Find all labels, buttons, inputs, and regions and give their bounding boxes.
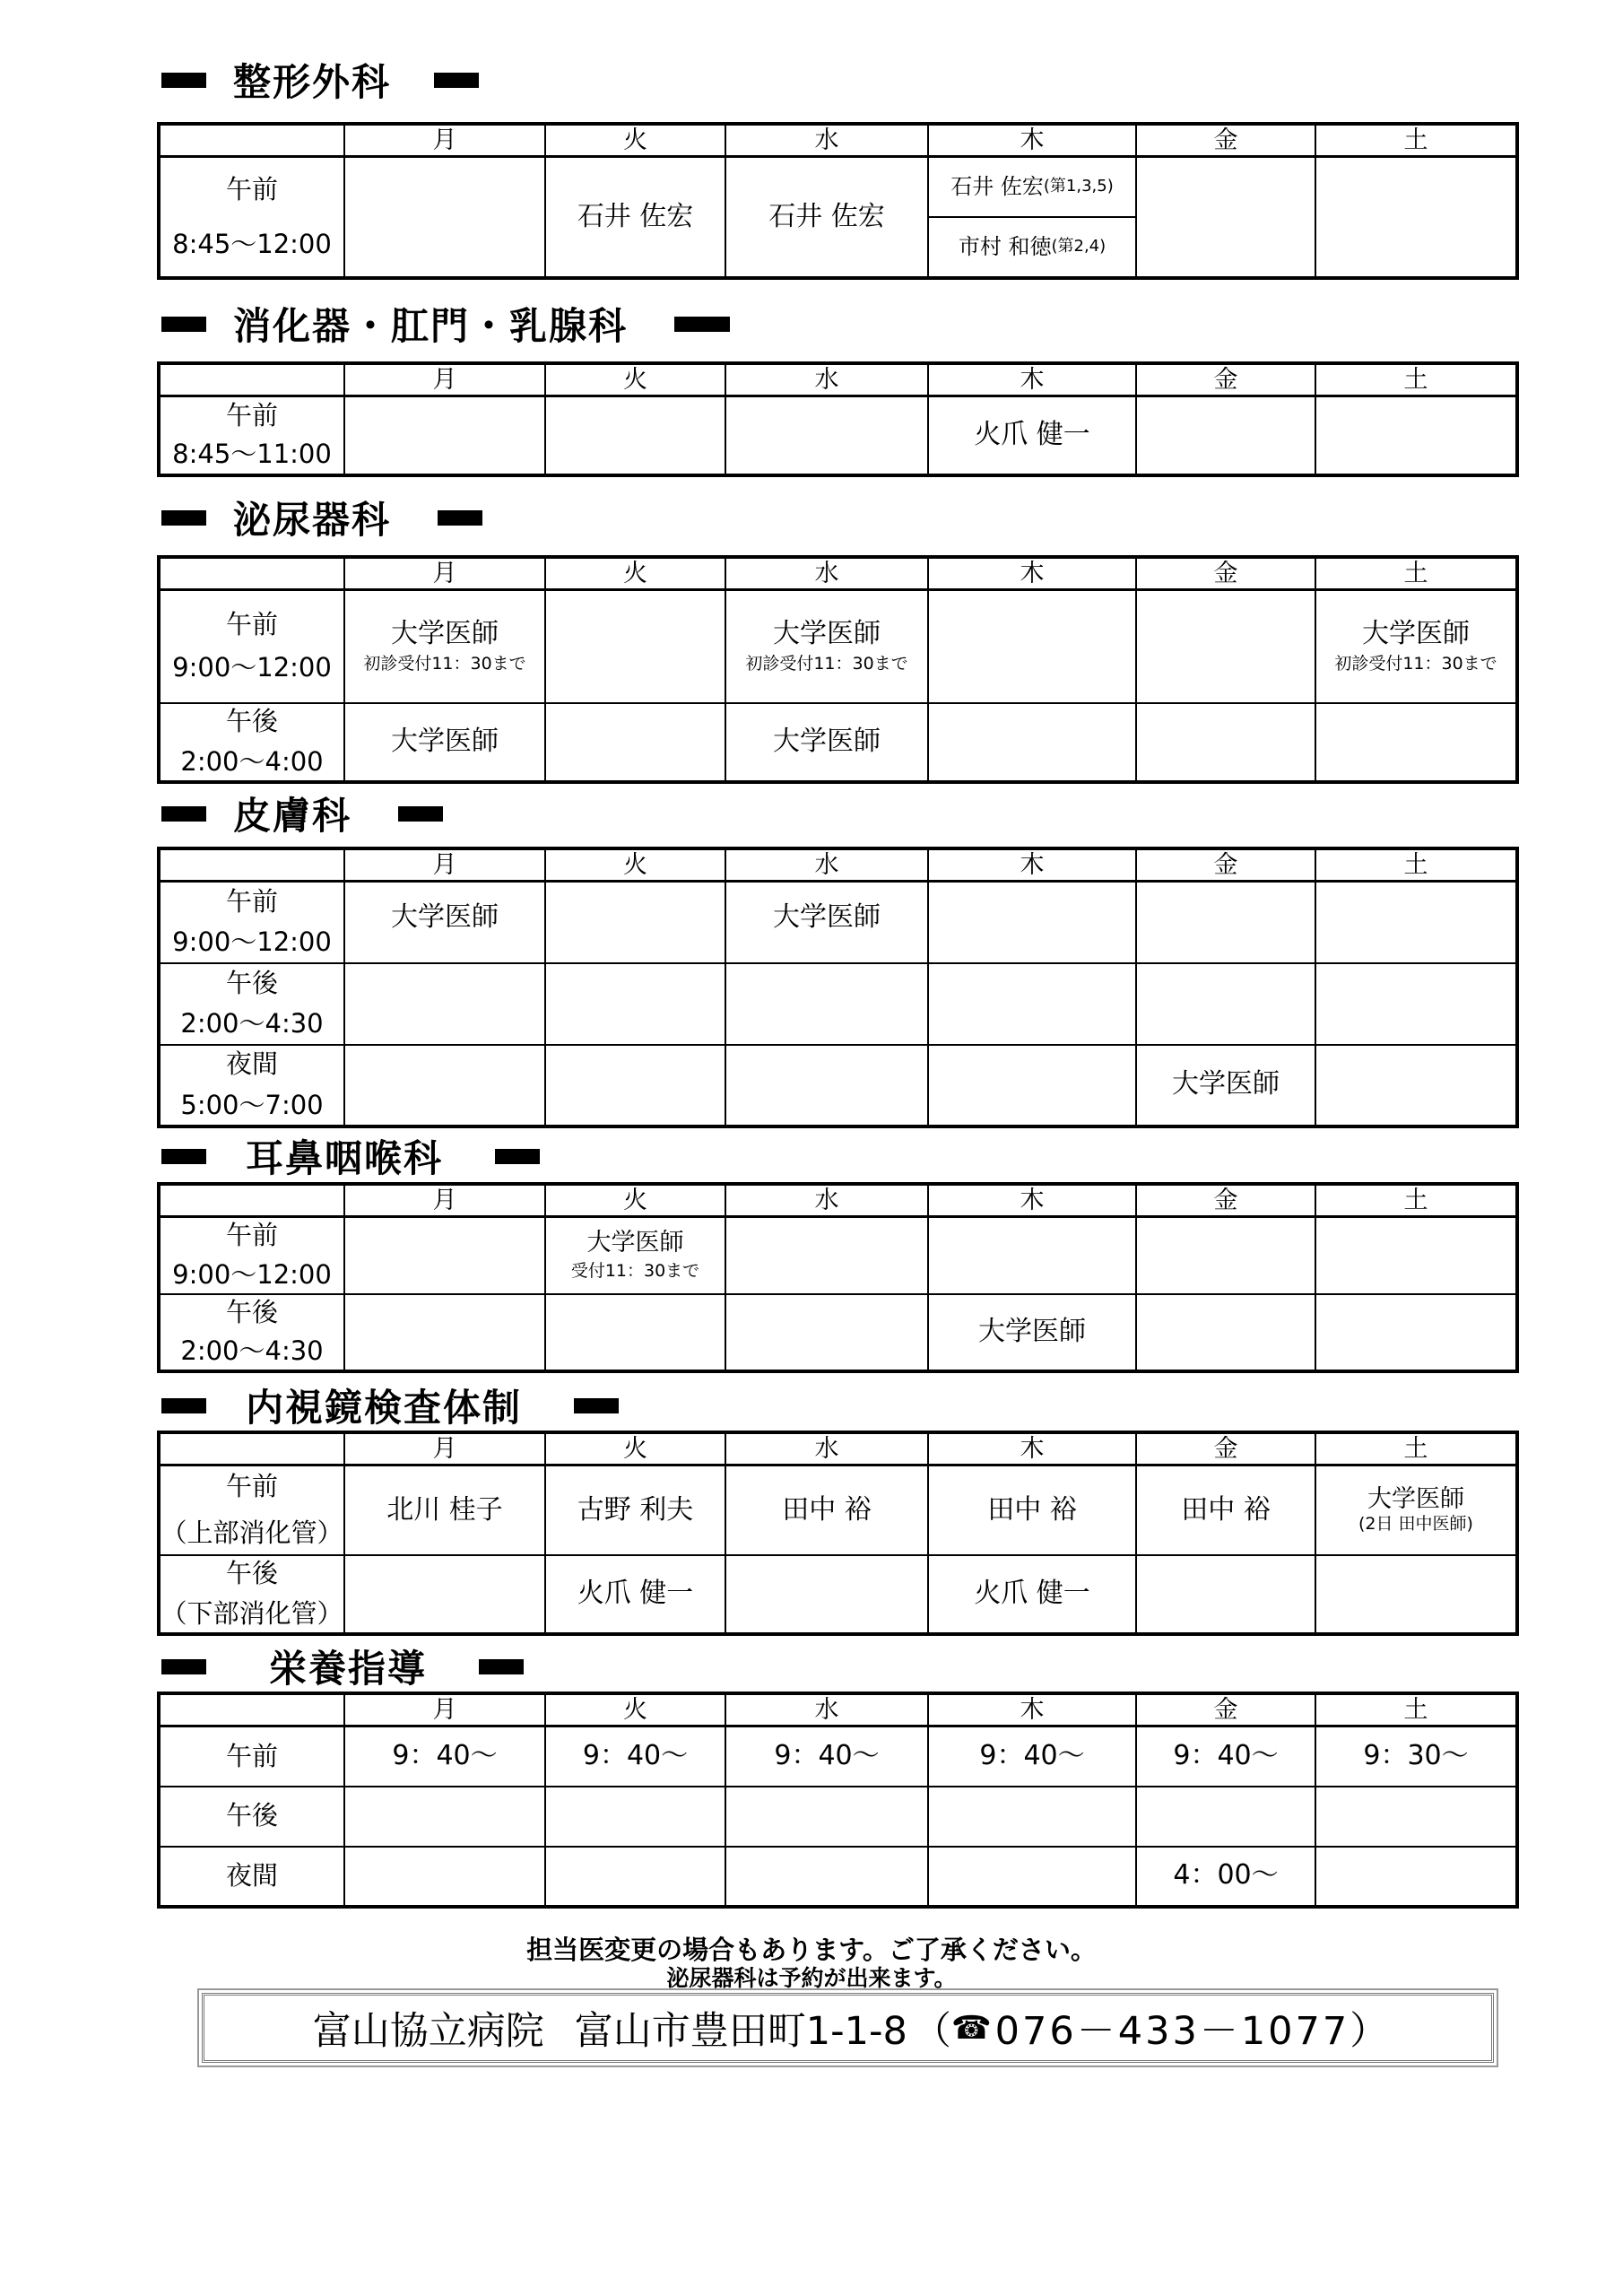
cell-wed: [725, 590, 928, 703]
cell-tue: [545, 1847, 725, 1907]
time-cell: [159, 882, 344, 963]
period-hours: 2:00～4:00: [180, 746, 324, 777]
cell-fri: [1136, 882, 1315, 963]
table-row: [159, 157, 1517, 279]
period-scope: （上部消化管）: [161, 1517, 343, 1548]
heading-bar-right: [398, 806, 443, 822]
reception-note: 初診受付11：30まで: [1334, 654, 1497, 674]
doctor-name: 火爪 健一: [577, 1577, 694, 1609]
cell-sat: [1315, 590, 1517, 703]
cell-wed: [725, 1045, 928, 1126]
table-row: [159, 396, 1517, 475]
cell-sat: [1315, 1045, 1517, 1126]
cell-mon: [344, 1787, 545, 1847]
appointment-time: 9：30～: [1363, 1740, 1469, 1771]
doctor-name: 大学医師: [978, 1315, 1086, 1347]
appointment-time: 9：40～: [1173, 1740, 1279, 1771]
cell-fri: [1136, 963, 1315, 1045]
heading-bar-right: [574, 1398, 619, 1413]
time-cell: [159, 1555, 344, 1634]
heading-bar-left: [161, 1659, 206, 1674]
cell-sat: [1315, 157, 1517, 279]
period-hours: 9:00～12:00: [172, 926, 332, 958]
schedule-table-gastro: [157, 361, 1519, 477]
period-hours: 8:45～11:00: [172, 439, 332, 470]
day-header-row: [159, 1432, 1517, 1465]
schedule-table-urology: [157, 555, 1519, 784]
day-wed: 水: [725, 1184, 928, 1217]
appointment-time: 4：00～: [1173, 1859, 1279, 1892]
period-label: 夜間: [225, 1048, 278, 1080]
cell-fri: [1136, 1787, 1315, 1847]
rotation-note: (第2,4): [1051, 237, 1107, 257]
cell-thu: [928, 1294, 1136, 1371]
cell-fri: [1136, 1726, 1315, 1787]
appointment-time: 9：40～: [392, 1740, 498, 1771]
phone-number: 076－433－1077: [994, 2008, 1350, 2054]
day-sat: 土: [1315, 363, 1517, 396]
heading-bar-right: [495, 1149, 540, 1164]
hospital-address-box: [202, 1993, 1494, 2063]
heading-bar-right: [674, 317, 730, 332]
cell-fri: [1136, 1555, 1315, 1634]
cell-wed: [725, 1217, 928, 1294]
day-thu: 木: [928, 124, 1136, 157]
doctor-name: 石井 佐宏: [768, 200, 885, 232]
table-row: [159, 1045, 1517, 1126]
table-row: [159, 963, 1517, 1045]
cell-mon: [344, 157, 545, 279]
table-row: [159, 1555, 1517, 1634]
doctor-name: 大学医師: [1367, 1485, 1464, 1514]
cell-sat: [1315, 703, 1517, 782]
cell-tue: [545, 1465, 725, 1555]
thu-rotation-a: [929, 158, 1135, 216]
doctor-name: 大学医師: [391, 617, 499, 649]
day-mon: 月: [344, 557, 545, 590]
cell-thu: [928, 1465, 1136, 1555]
reception-note: 初診受付11：30まで: [745, 654, 908, 674]
table-row: [159, 1465, 1517, 1555]
day-tue: 火: [545, 1184, 725, 1217]
cell-tue: [545, 1217, 725, 1294]
cell-wed: [725, 882, 928, 963]
day-sat: 土: [1315, 1184, 1517, 1217]
day-fri: 金: [1136, 1432, 1315, 1465]
time-cell: [159, 1465, 344, 1555]
cell-mon: [344, 882, 545, 963]
doctor-name: 火爪 健一: [974, 419, 1090, 450]
appointment-time: 9：40～: [979, 1740, 1085, 1771]
cell-wed: [725, 157, 928, 279]
cell-tue: [545, 157, 725, 279]
cell-fri: [1136, 1465, 1315, 1555]
day-tue: 火: [545, 363, 725, 396]
cell-fri: [1136, 1847, 1315, 1907]
cell-sat: [1315, 1217, 1517, 1294]
cell-thu: [928, 963, 1136, 1045]
heading-bar-left: [161, 73, 206, 88]
dept-header-ent: [161, 1128, 540, 1184]
day-fri: 金: [1136, 1184, 1315, 1217]
period-label: 午後: [225, 1296, 278, 1327]
schedule-table-endoscopy: [157, 1431, 1519, 1636]
schedule-table-dermatology: [157, 847, 1519, 1128]
day-mon: 月: [344, 848, 545, 882]
day-tue: 火: [545, 1693, 725, 1726]
doctor-name: 田中 裕: [1181, 1493, 1271, 1526]
cell-sat: [1315, 1726, 1517, 1787]
appointment-time: 9：40～: [582, 1740, 689, 1771]
corner-cell: [159, 848, 344, 882]
cell-mon: [344, 1465, 545, 1555]
cell-sat: [1315, 963, 1517, 1045]
corner-cell: [159, 124, 344, 157]
cell-fri: [1136, 1294, 1315, 1371]
cell-wed: [725, 1847, 928, 1907]
doctor-name: 北川 桂子: [386, 1493, 503, 1526]
period-label: 午前: [225, 609, 278, 640]
day-thu: 木: [928, 363, 1136, 396]
period-scope: （下部消化管）: [161, 1598, 343, 1629]
doctor-name: 古野 利夫: [577, 1493, 694, 1526]
day-fri: 金: [1136, 363, 1315, 396]
time-cell: [159, 1847, 344, 1907]
table-row: [159, 1847, 1517, 1907]
cell-wed: [725, 1555, 928, 1634]
period-label: 午後: [225, 967, 278, 998]
cell-sat: [1315, 1847, 1517, 1907]
doctor-name: 大学医師: [391, 725, 499, 757]
cell-tue: [545, 1787, 725, 1847]
schedule-table-nutrition: [157, 1692, 1519, 1909]
day-tue: 火: [545, 124, 725, 157]
cell-tue: [545, 1294, 725, 1371]
phone-icon: ☎: [950, 2009, 992, 2047]
doctor-name: 大学医師: [391, 901, 499, 933]
reception-note: 初診受付11：30まで: [363, 654, 526, 674]
day-thu: 木: [928, 557, 1136, 590]
cell-thu: [928, 1787, 1136, 1847]
cell-tue: [545, 963, 725, 1045]
cell-thu: [928, 1847, 1136, 1907]
cell-mon: [344, 1555, 545, 1634]
heading-bar-left: [161, 317, 206, 332]
table-row: [159, 882, 1517, 963]
table-row: [159, 1294, 1517, 1371]
schedule-table-ent: [157, 1182, 1519, 1373]
doctor-name: 市村 和徳: [958, 233, 1052, 259]
time-cell: [159, 1217, 344, 1294]
cell-mon: [344, 1726, 545, 1787]
cell-sat: [1315, 1787, 1517, 1847]
cell-thu: [928, 1045, 1136, 1126]
doctor-name: 田中 裕: [987, 1493, 1077, 1526]
doctor-name: 石井 佐宏: [950, 173, 1044, 199]
dept-header-urology: [161, 490, 482, 545]
cell-thu: [928, 157, 1136, 279]
period-label: 午後: [225, 705, 278, 736]
cell-wed: [725, 396, 928, 475]
heading-bar-left: [161, 806, 206, 822]
schedule-table-orthopedics: [157, 122, 1519, 280]
cell-fri: [1136, 396, 1315, 475]
time-cell: [159, 963, 344, 1045]
day-fri: 金: [1136, 848, 1315, 882]
cell-tue: [545, 882, 725, 963]
period-label: 午前: [225, 399, 278, 430]
cell-tue: [545, 1726, 725, 1787]
dept-header-nutrition: [161, 1639, 524, 1694]
day-header-row: [159, 124, 1517, 157]
period-label: 午後: [225, 1557, 278, 1588]
day-thu: 木: [928, 1693, 1136, 1726]
cell-mon: [344, 1045, 545, 1126]
cell-tue: [545, 396, 725, 475]
cell-sat: [1315, 1294, 1517, 1371]
cell-wed: [725, 1726, 928, 1787]
corner-cell: [159, 1693, 344, 1726]
cell-wed: [725, 1465, 928, 1555]
period-label: 午前: [225, 173, 278, 204]
doctor-name: 火爪 健一: [974, 1577, 1090, 1609]
cell-fri: [1136, 1217, 1315, 1294]
day-wed: 水: [725, 1432, 928, 1465]
cell-sat: [1315, 396, 1517, 475]
period-label: 午前: [225, 1740, 278, 1771]
time-cell: [159, 1294, 344, 1371]
day-fri: 金: [1136, 557, 1315, 590]
day-mon: 月: [344, 1432, 545, 1465]
day-mon: 月: [344, 1184, 545, 1217]
heading-bar-left: [161, 1398, 206, 1413]
day-tue: 火: [545, 557, 725, 590]
doctor-name: 石井 佐宏: [577, 200, 694, 232]
cell-wed: [725, 1787, 928, 1847]
cell-fri: [1136, 590, 1315, 703]
cell-fri: [1136, 703, 1315, 782]
cell-wed: [725, 1294, 928, 1371]
day-tue: 火: [545, 848, 725, 882]
day-thu: 木: [928, 1184, 1136, 1217]
heading-bar-left: [161, 1149, 206, 1164]
day-header-row: [159, 363, 1517, 396]
corner-cell: [159, 557, 344, 590]
doctor-name: 大学医師: [1362, 617, 1470, 649]
dept-header-gastro: [161, 296, 730, 352]
period-label: 午前: [225, 1220, 278, 1251]
day-thu: 木: [928, 848, 1136, 882]
dept-title: 消化器・肛門・乳腺科: [233, 304, 629, 348]
time-cell: [159, 157, 344, 279]
dept-title: 栄養指導: [269, 1647, 428, 1691]
doctor-name: 田中 裕: [782, 1493, 872, 1526]
day-wed: 水: [725, 1693, 928, 1726]
day-header-row: [159, 557, 1517, 590]
dept-title: 整形外科: [233, 60, 392, 104]
period-label: 午後: [225, 1800, 278, 1831]
day-thu: 木: [928, 1432, 1136, 1465]
cell-tue: [545, 590, 725, 703]
hospital-name: 富山協立病院: [312, 2008, 544, 2054]
dept-header-endoscopy: [161, 1378, 619, 1433]
cell-mon: [344, 1294, 545, 1371]
reception-note: 受付11：30まで: [570, 1261, 700, 1282]
cell-thu: [928, 1555, 1136, 1634]
day-tue: 火: [545, 1432, 725, 1465]
cell-thu: [928, 703, 1136, 782]
corner-cell: [159, 1432, 344, 1465]
time-cell: [159, 703, 344, 782]
rotation-note: (第1,3,5): [1043, 177, 1114, 196]
table-row: [159, 703, 1517, 782]
thu-rotation-b: [929, 216, 1135, 276]
cell-wed: [725, 963, 928, 1045]
period-hours: 9:00～12:00: [172, 1258, 332, 1290]
cell-mon: [344, 1847, 545, 1907]
date-note: (2日 田中医師): [1358, 1514, 1473, 1535]
cell-mon: [344, 1217, 545, 1294]
appointment-time: 9：40～: [774, 1740, 880, 1771]
dept-header-orthopedics: [161, 52, 479, 108]
cell-sat: [1315, 1555, 1517, 1634]
heading-bar-right: [438, 510, 482, 526]
dept-title: 皮膚科: [233, 794, 352, 838]
day-sat: 土: [1315, 1693, 1517, 1726]
day-wed: 水: [725, 124, 928, 157]
cell-sat: [1315, 882, 1517, 963]
dept-title: 内視鏡検査体制: [246, 1386, 523, 1430]
thu-split: [929, 158, 1135, 276]
cell-fri: [1136, 157, 1315, 279]
period-hours: 2:00～4:30: [180, 1008, 324, 1039]
note-doctor-change: 担当医変更の場合もあります。ご了承ください。: [526, 1935, 1097, 1965]
period-label: 夜間: [225, 1859, 278, 1891]
heading-bar-right: [434, 73, 479, 88]
doctor-name: 大学医師: [1172, 1068, 1280, 1100]
cell-wed: [725, 703, 928, 782]
doctor-name: 大学医師: [773, 725, 881, 757]
day-mon: 月: [344, 363, 545, 396]
time-cell: [159, 590, 344, 703]
phone-paren-open: （: [912, 2008, 951, 2054]
cell-thu: [928, 882, 1136, 963]
dept-title: 耳鼻咽喉科: [246, 1136, 444, 1180]
note-urology-reservation: 泌尿器科は予約が出来ます。: [666, 1965, 957, 1991]
time-cell: [159, 396, 344, 475]
hospital-address: 富山市豊田町1-1-8: [574, 2008, 907, 2054]
day-header-row: [159, 848, 1517, 882]
heading-bar-right: [479, 1659, 524, 1674]
cell-thu: [928, 1217, 1136, 1294]
corner-cell: [159, 363, 344, 396]
heading-bar-left: [161, 510, 206, 526]
cell-mon: [344, 703, 545, 782]
table-row: [159, 1217, 1517, 1294]
period-hours: 8:45～12:00: [172, 229, 332, 259]
doctor-name: 大学医師: [586, 1229, 684, 1257]
cell-tue: [545, 1555, 725, 1634]
day-header-row: [159, 1184, 1517, 1217]
table-row: [159, 590, 1517, 703]
table-row: [159, 1726, 1517, 1787]
day-wed: 水: [725, 557, 928, 590]
day-sat: 土: [1315, 124, 1517, 157]
doctor-name: 大学医師: [773, 901, 881, 933]
cell-mon: [344, 590, 545, 703]
day-sat: 土: [1315, 1432, 1517, 1465]
day-sat: 土: [1315, 557, 1517, 590]
period-hours: 5:00～7:00: [180, 1089, 324, 1120]
day-fri: 金: [1136, 124, 1315, 157]
table-row: [159, 1787, 1517, 1847]
cell-thu: [928, 590, 1136, 703]
day-fri: 金: [1136, 1693, 1315, 1726]
day-wed: 水: [725, 363, 928, 396]
corner-cell: [159, 1184, 344, 1217]
cell-sat: [1315, 1465, 1517, 1555]
time-cell: [159, 1045, 344, 1126]
cell-tue: [545, 703, 725, 782]
cell-tue: [545, 1045, 725, 1126]
day-sat: 土: [1315, 848, 1517, 882]
phone-paren-close: ）: [1350, 2008, 1389, 2054]
dept-header-dermatology: [161, 786, 443, 841]
period-label: 午前: [225, 885, 278, 917]
day-mon: 月: [344, 1693, 545, 1726]
cell-thu: [928, 396, 1136, 475]
period-hours: 9:00～12:00: [172, 651, 332, 683]
cell-thu: [928, 1726, 1136, 1787]
day-wed: 水: [725, 848, 928, 882]
day-mon: 月: [344, 124, 545, 157]
period-hours: 2:00～4:30: [180, 1335, 324, 1366]
dept-title: 泌尿器科: [233, 498, 392, 542]
day-header-row: [159, 1693, 1517, 1726]
time-cell: [159, 1787, 344, 1847]
cell-fri: [1136, 1045, 1315, 1126]
cell-mon: [344, 396, 545, 475]
period-label: 午前: [225, 1471, 278, 1502]
time-cell: [159, 1726, 344, 1787]
doctor-name: 大学医師: [773, 617, 881, 649]
cell-mon: [344, 963, 545, 1045]
